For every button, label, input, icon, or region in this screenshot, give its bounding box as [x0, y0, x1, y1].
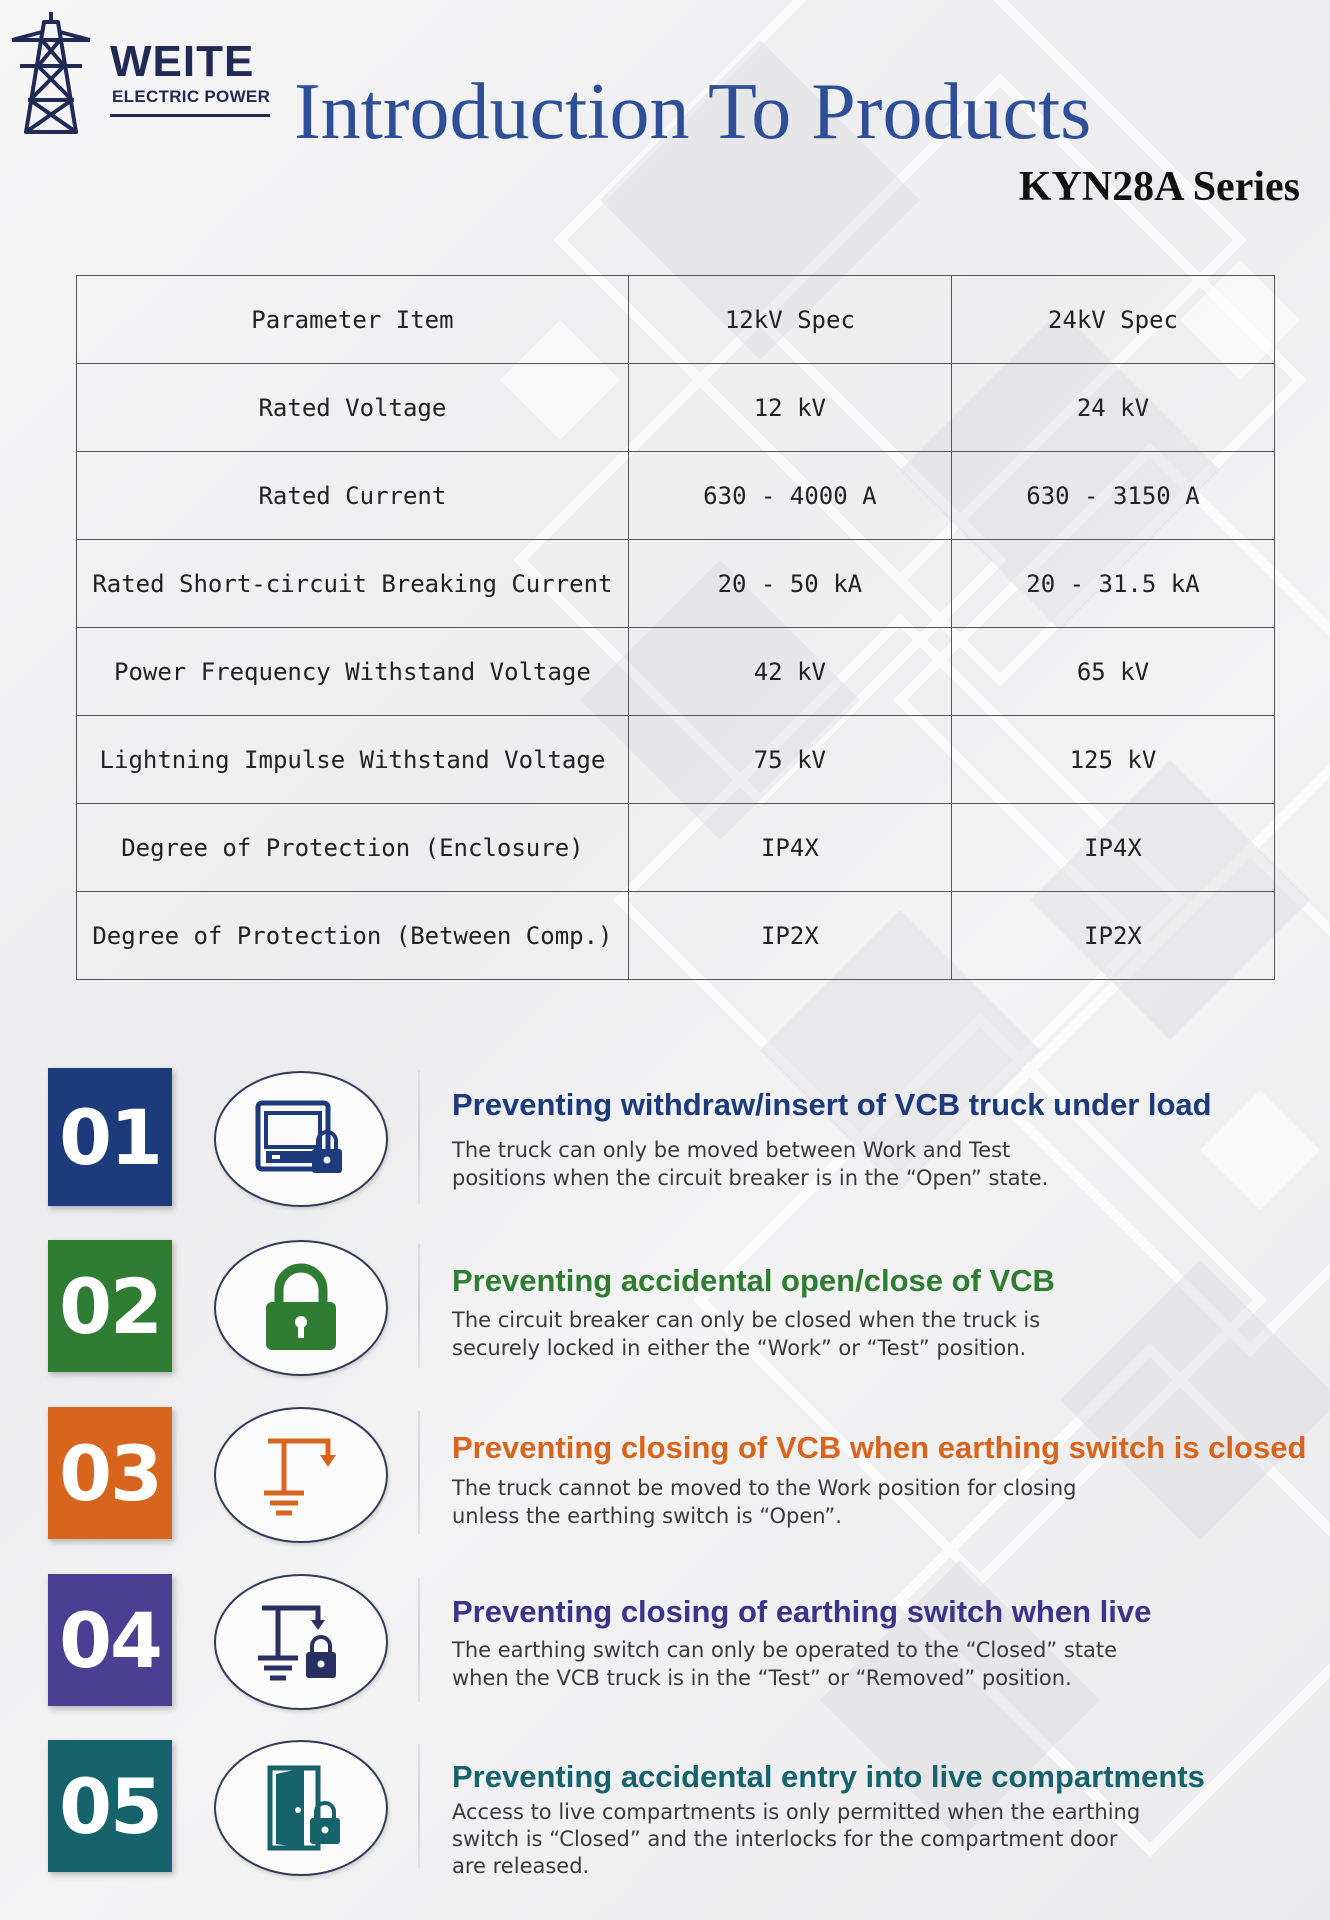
feature-title: Preventing closing of earthing switch when live	[452, 1594, 1152, 1629]
table-header: 12kV Spec	[628, 276, 951, 364]
feature-item-01	[0, 1068, 1330, 1208]
icon-badge	[214, 1407, 388, 1543]
feature-title: Preventing withdraw/insert of VCB truck under load	[452, 1087, 1212, 1122]
earthing-switch-lock-icon	[246, 1592, 356, 1692]
table-cell: 65 kV	[951, 628, 1274, 716]
table-cell: 630 - 4000 A	[628, 452, 951, 540]
feature-number: 04	[48, 1574, 172, 1706]
divider	[418, 1578, 420, 1702]
table-cell: IP2X	[951, 892, 1274, 980]
padlock-icon	[246, 1258, 356, 1358]
table-row	[77, 804, 1275, 892]
table-cell: IP2X	[628, 892, 951, 980]
table-cell: 125 kV	[951, 716, 1274, 804]
table-header: 24kV Spec	[951, 276, 1274, 364]
table-cell: 12 kV	[628, 364, 951, 452]
feature-title: Preventing closing of VCB when earthing switch is closed	[452, 1430, 1307, 1465]
feature-desc-line: securely locked in either the “Work” or “Test” position.	[452, 1336, 1027, 1360]
table-header-row	[77, 276, 1275, 364]
feature-item-02	[0, 1240, 1330, 1380]
icon-badge	[214, 1071, 388, 1207]
icon-badge	[214, 1240, 388, 1376]
brand-subtitle: ELECTRIC POWER	[112, 87, 271, 106]
door-lock-icon	[246, 1758, 356, 1858]
table-cell: 630 - 3150 A	[951, 452, 1274, 540]
feature-desc-line: The circuit breaker can only be closed when the truck is	[452, 1308, 1041, 1332]
feature-desc-line: switch is “Closed” and the interlocks for the compartment door	[452, 1827, 1118, 1851]
feature-item-05	[0, 1740, 1330, 1880]
table-cell: Lightning Impulse Withstand Voltage	[77, 716, 629, 804]
earthing-switch-icon	[246, 1425, 356, 1525]
feature-item-03	[0, 1407, 1330, 1547]
table-cell: Power Frequency Withstand Voltage	[77, 628, 629, 716]
table-row	[77, 452, 1275, 540]
feature-number: 05	[48, 1740, 172, 1872]
divider	[418, 1070, 420, 1204]
table-cell: IP4X	[628, 804, 951, 892]
table-cell: 20 - 31.5 kA	[951, 540, 1274, 628]
icon-badge	[214, 1574, 388, 1710]
table-cell: Rated Short-circuit Breaking Current	[77, 540, 629, 628]
table-cell: 24 kV	[951, 364, 1274, 452]
brand-logo	[6, 10, 276, 135]
table-cell: 20 - 50 kA	[628, 540, 951, 628]
table-row	[77, 540, 1275, 628]
divider	[418, 1744, 420, 1868]
transmission-tower-icon	[6, 10, 96, 135]
table-cell: Rated Voltage	[77, 364, 629, 452]
page-title: Introduction To Products	[294, 68, 1092, 156]
table-cell: 42 kV	[628, 628, 951, 716]
feature-desc-line: Access to live compartments is only permitted when the earthing	[452, 1800, 1141, 1824]
divider	[418, 1244, 420, 1368]
table-header: Parameter Item	[77, 276, 629, 364]
feature-desc-line: positions when the circuit breaker is in the “Open” state.	[452, 1166, 1049, 1190]
feature-desc-line: The truck cannot be moved to the Work position for closing	[452, 1476, 1077, 1500]
brand-name: WEITE	[110, 37, 255, 86]
table-cell: 75 kV	[628, 716, 951, 804]
feature-item-04	[0, 1574, 1330, 1714]
feature-desc-line: The truck can only be moved between Work and Test	[452, 1138, 1011, 1162]
switchgear-lock-icon	[246, 1089, 356, 1189]
table-cell: Degree of Protection (Enclosure)	[77, 804, 629, 892]
brand-underline	[110, 114, 270, 117]
feature-title: Preventing accidental entry into live compartments	[452, 1759, 1205, 1794]
table-row	[77, 716, 1275, 804]
product-series: KYN28A Series	[1018, 164, 1300, 210]
table-cell: IP4X	[951, 804, 1274, 892]
table-cell: Degree of Protection (Between Comp.)	[77, 892, 629, 980]
table-row	[77, 628, 1275, 716]
feature-desc-line: unless the earthing switch is “Open”.	[452, 1504, 842, 1528]
feature-number: 03	[48, 1407, 172, 1539]
feature-desc-line: The earthing switch can only be operated to the “Closed” state	[452, 1638, 1118, 1662]
feature-desc-line: when the VCB truck is in the “Test” or “Removed” position.	[452, 1666, 1072, 1690]
spec-table	[76, 275, 1275, 980]
feature-title: Preventing accidental open/close of VCB	[452, 1263, 1055, 1298]
feature-number: 01	[48, 1068, 172, 1206]
table-row	[77, 892, 1275, 980]
table-row	[77, 364, 1275, 452]
feature-number: 02	[48, 1240, 172, 1372]
icon-badge	[214, 1740, 388, 1876]
feature-desc-line: are released.	[452, 1854, 590, 1878]
divider	[418, 1411, 420, 1535]
table-cell: Rated Current	[77, 452, 629, 540]
